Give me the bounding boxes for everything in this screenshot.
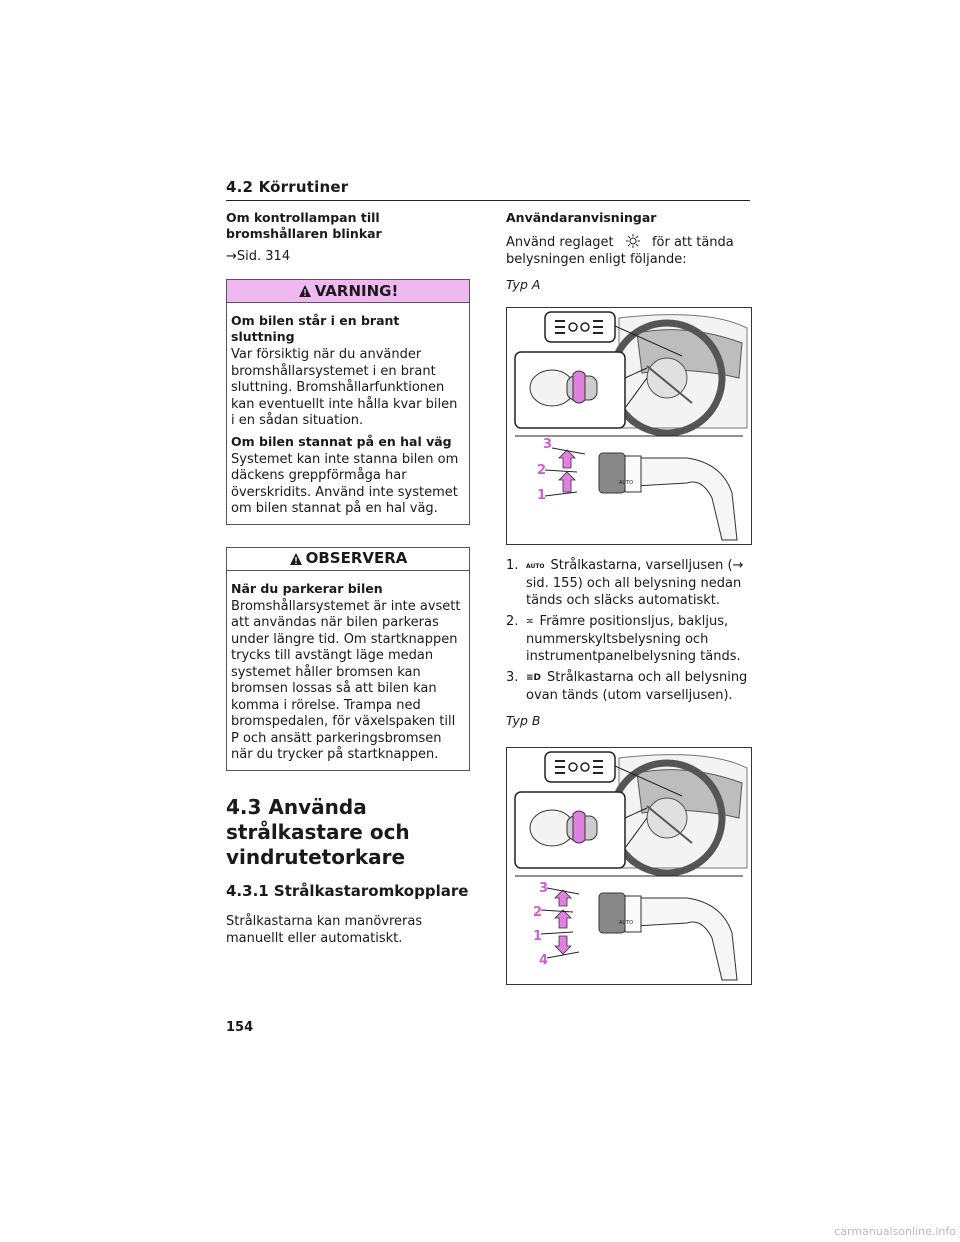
warning-sub2: Om bilen stannat på en hal väg [231,433,452,449]
warning-text2: Systemet kan inte stanna bilen om däckens greppförmåga har överskridits. Använd inte systemet om bilen stannat på en hal väg. [231,451,459,516]
warning-body [227,303,469,524]
fig-b-label-4: 4 [539,953,549,968]
list-text-1: Strålkastarna, varselljusen (→ sid. 155) och all belysning nedan tänds och släcks automatiskt. [526,558,744,608]
observe-header [227,548,469,571]
left-column [226,210,470,947]
stalk-illustration-b [507,748,751,984]
list-num-3: 3. [506,670,519,685]
subchapter-heading: 4.3.1 Strålkastaromkopplare [226,881,469,900]
type-a-label: Typ A [506,277,541,292]
list-item-1 [506,557,752,609]
observe-text1: Bromshållarsystemet är inte avsett att användas när bilen parkeras under längre tid. Om startknappen trycks till avstängt läge medan systemet håller bromsen kan bromsen lossas så att bilen kan komma i rörelse. Trampa ned bromspedalen, för växelspaken till P och ansätt parkeringsbromsen när du trycker på startknappen. [231,598,461,762]
instructions-post: för att tända belysningen enligt följande: [506,235,734,267]
warning-icon [298,284,312,298]
light-switch-icon [622,234,644,248]
position-light-icon: ≍ [526,617,534,627]
figure-type-b [506,747,752,985]
auto-icon: AUTO [526,563,545,570]
instructions-pre: Använd reglaget [506,235,614,250]
right-column [506,210,752,985]
section-header [226,178,750,201]
warning-title: VARNING! [314,281,399,300]
list-num-1: 1. [506,558,519,573]
lamp-heading: Om kontrollampan till bromshållaren blinkar [226,210,382,241]
fig-b-label-2: 2 [533,905,543,920]
chapter-heading: 4.3 Använda strålkastare och vindrutetorkare [226,794,410,869]
list-item-2 [506,613,752,665]
intro-text: Strålkastarna kan manövreras manuellt eller automatiskt. [226,913,423,946]
instructions-text [506,234,752,268]
fig-b-label-1: 1 [533,929,543,944]
section-rule [226,200,750,201]
list-item-3 [506,669,752,704]
observe-box [226,547,470,771]
lamp-ref-link[interactable]: →Sid. 314 [226,249,291,264]
warning-text1: Var försiktig när du använder bromshållarsystemet i en brant sluttning. Bromshållarfunktionen kan eventuellt inte hålla kvar bilen i en sådan situation. [231,347,458,428]
section-title: 4.2 Körrutiner [226,178,349,196]
page-number: 154 [226,1020,254,1035]
stalk-auto-text-a: AUTO [619,480,634,486]
fig-a-label-1: 1 [537,488,547,503]
fig-b-label-3: 3 [539,881,549,896]
warning-box [226,279,470,525]
warning-header [227,280,469,303]
list-text-3: Strålkastarna och all belysning ovan tänds (utom varselljusen). [526,670,748,703]
light-mode-list [506,557,752,704]
list-text-2: Främre positionsljus, bakljus, nummerskyltsbelysning och instrumentpanelbelysning tänds. [526,614,741,664]
fig-a-label-2: 2 [537,463,547,478]
observe-title: OBSERVERA [305,549,408,567]
caution-icon [289,552,303,566]
stalk-illustration-a [507,308,751,544]
instructions-heading: Användaranvisningar [506,210,657,225]
observe-sub1: När du parkerar bilen [231,580,383,596]
footer-watermark[interactable]: carmanualsonline.info [834,1225,956,1238]
warning-sub1: Om bilen står i en brant sluttning [231,313,400,344]
figure-type-a [506,307,752,545]
type-b-label: Typ B [506,713,541,728]
stalk-auto-text-b: AUTO [619,920,634,926]
fig-a-label-3: 3 [543,437,553,452]
observe-body [227,571,469,770]
list-num-2: 2. [506,614,519,629]
headlight-icon: ≡D [526,673,542,683]
